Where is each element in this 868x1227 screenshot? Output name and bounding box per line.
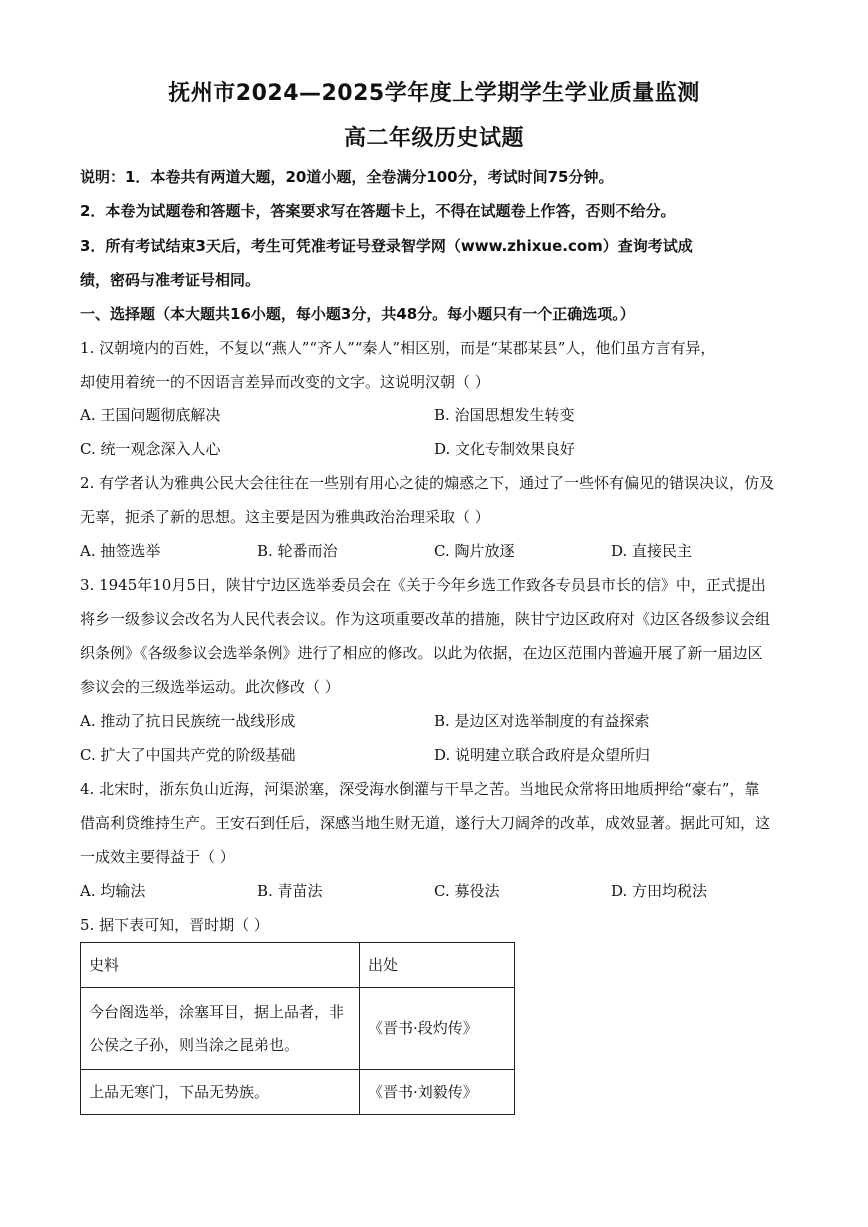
question-2-option-a: A. 抽签选举 bbox=[80, 542, 161, 560]
question-4-option-a: A. 均输法 bbox=[80, 882, 146, 900]
table-header-source-text: 史料 bbox=[81, 943, 360, 988]
exam-title: 抚州市2024—2025学年度上学期学生学业质量监测 bbox=[168, 81, 700, 106]
question-1-option-d: D. 文化专制效果良好 bbox=[434, 440, 576, 458]
question-2-line-1: 2. 有学者认为雅典公民大会往往在一些别有用心之徒的煽惑之下，通过了一些怀有偏见的错误决议，仿及 bbox=[80, 474, 775, 492]
table-header-row bbox=[81, 943, 515, 988]
question-4-line-1: 4. 北宋时，浙东负山近海，河渠淤塞，深受海水倒灌与干旱之苦。当地民众常将田地质押给“豪右”，靠 bbox=[80, 780, 760, 798]
table-row bbox=[81, 988, 515, 1070]
question-3-option-a: A. 推动了抗日民族统一战线形成 bbox=[80, 712, 296, 730]
question-4-line-3: 一成效主要得益于（ ） bbox=[80, 848, 235, 866]
question-2-option-b: B. 轮番而治 bbox=[257, 542, 338, 560]
question-4-option-d: D. 方田均税法 bbox=[611, 882, 708, 900]
question-3-line-4: 参议会的三级选举运动。此次修改（ ） bbox=[80, 678, 340, 696]
source-table bbox=[80, 942, 515, 1115]
instruction-1: 说明：1．本卷共有两道大题，20道小题，全卷满分100分，考试时间75分钟。 bbox=[80, 168, 614, 186]
instruction-2: 2．本卷为试题卷和答题卡，答案要求写在答题卡上，不得在试题卷上作答，否则不给分。 bbox=[80, 202, 676, 220]
table-row bbox=[81, 1070, 515, 1115]
question-3-option-b: B. 是边区对选举制度的有益探索 bbox=[434, 712, 650, 730]
instruction-3: 3．所有考试结束3天后，考生可凭准考证号登录智学网（www.zhixue.com）查询考试成 bbox=[80, 237, 693, 255]
question-1-line-2: 却使用着统一的不因语言差异而改变的文字。这说明汉朝（ ） bbox=[80, 373, 490, 391]
question-4-line-2: 借高利贷维持生产。王安石到任后，深感当地生财无道，遂行大刀阔斧的改革，成效显著。据此可知，这 bbox=[80, 814, 771, 832]
question-3-line-2: 将乡一级参议会改名为人民代表会议。作为这项重要改革的措施，陕甘宁边区政府对《边区各级参议会组 bbox=[80, 610, 771, 628]
instruction-3-cont: 绩，密码与准考证号相同。 bbox=[80, 271, 261, 289]
question-1-line-1: 1. 汉朝境内的百姓，不复以“燕人”“齐人”“秦人”相区别，而是“某郡某县”人，他们虽方言有异， bbox=[80, 339, 716, 357]
exam-subtitle: 高二年级历史试题 bbox=[343, 126, 524, 151]
table-cell-origin: 《晋书·段灼传》 bbox=[360, 988, 515, 1070]
question-4-option-c: C. 募役法 bbox=[434, 882, 500, 900]
table-header-origin: 出处 bbox=[360, 943, 515, 988]
table-cell-origin: 《晋书·刘毅传》 bbox=[360, 1070, 515, 1115]
table-cell-text bbox=[81, 1070, 360, 1115]
question-2-line-2: 无辜，扼杀了新的思想。这主要是因为雅典政治治理采取（ ） bbox=[80, 508, 490, 526]
question-3-line-3: 织条例》《各级参议会选举条例》进行了相应的修改。以此为依据，在边区范围内普遍开展了新一届边区 bbox=[80, 644, 763, 662]
question-2-option-d: D. 直接民主 bbox=[611, 542, 693, 560]
table-cell-text-line: 上品无寒门，下品无势族。 bbox=[89, 1082, 270, 1101]
table-cell-text-line: 公侯之子孙，则当涂之昆弟也。 bbox=[89, 1035, 300, 1054]
question-3-option-d: D. 说明建立联合政府是众望所归 bbox=[434, 746, 651, 764]
question-1-option-b: B. 治国思想发生转变 bbox=[434, 406, 575, 424]
question-1-option-a: A. 王国问题彻底解决 bbox=[80, 406, 221, 424]
question-3-line-1: 3. 1945年10月5日，陕甘宁边区选举委员会在《关于今年乡选工作致各专员县市长的信》中，正式提出 bbox=[80, 576, 766, 594]
question-4-option-b: B. 青苗法 bbox=[257, 882, 323, 900]
section-heading: 一、选择题（本大题共16小题，每小题3分，共48分。每小题只有一个正确选项。） bbox=[80, 305, 635, 323]
table-cell-text-line: 今台阁选举，涂塞耳目，据上品者，非 bbox=[89, 1002, 345, 1021]
question-1-option-c: C. 统一观念深入人心 bbox=[80, 440, 221, 458]
question-5-line-1: 5. 据下表可知，晋时期（ ） bbox=[80, 916, 269, 934]
table-cell-text bbox=[81, 988, 360, 1070]
question-3-option-c: C. 扩大了中国共产党的阶级基础 bbox=[80, 746, 296, 764]
question-2-option-c: C. 陶片放逐 bbox=[434, 542, 515, 560]
